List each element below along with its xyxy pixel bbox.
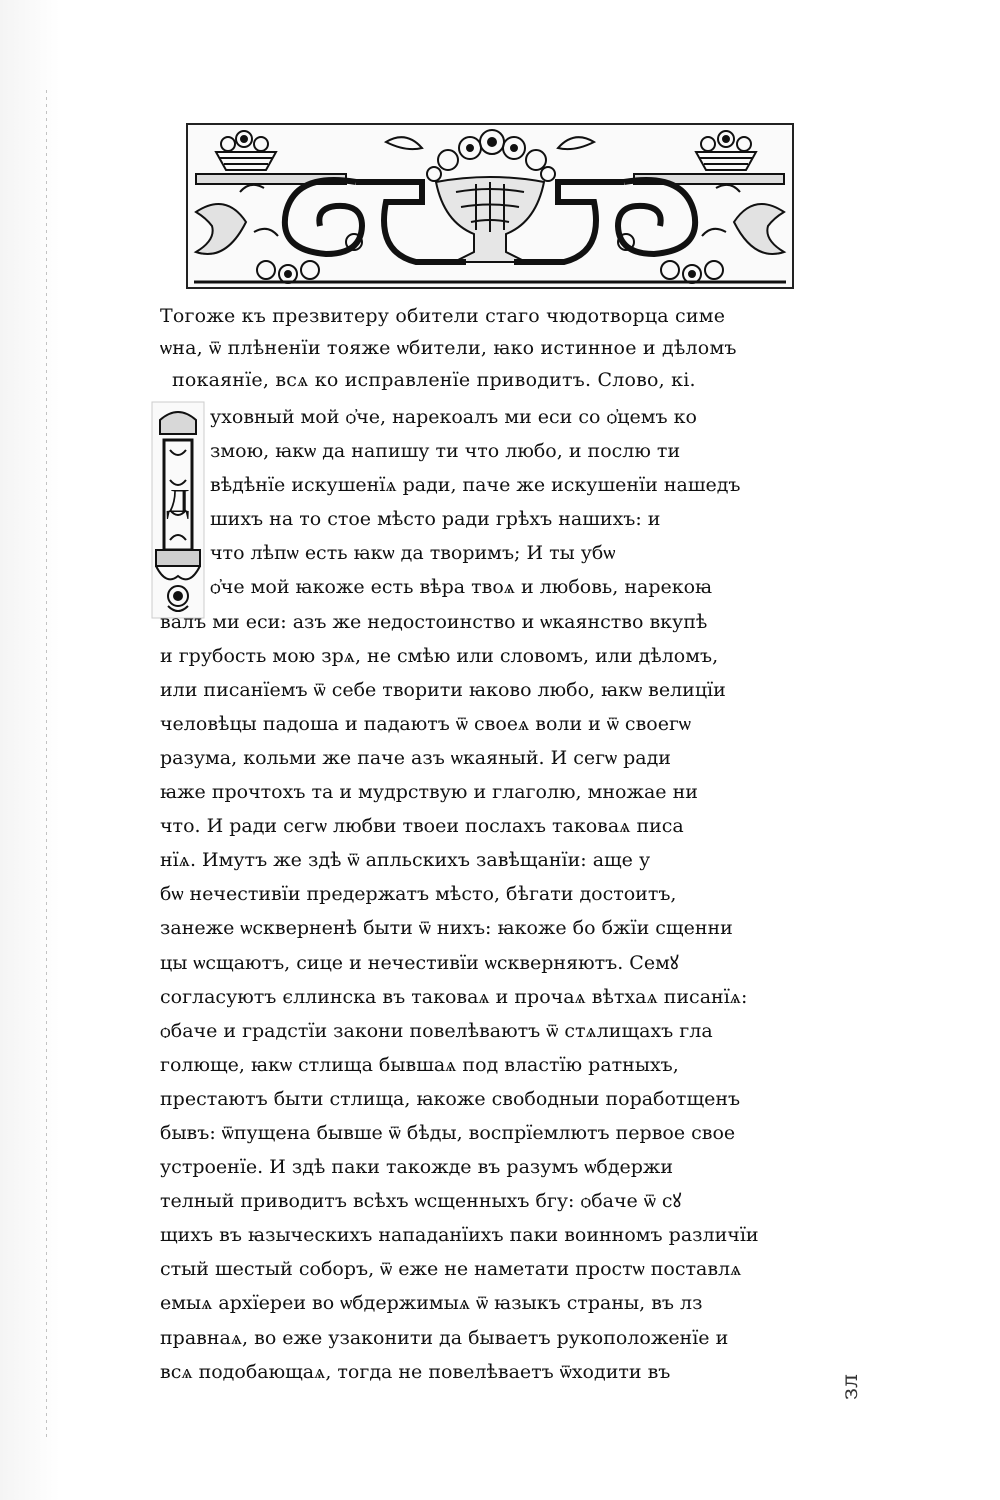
text-line: уховный мой ѻ҆че, нарекоалъ ми еси со ѻ҆цемъ ко: [210, 406, 697, 428]
text-line: что. И ради сегѡ любви твоеи послахъ таковаѧ писа: [160, 815, 684, 838]
text-line: престаютъ быти стлища, ꙗкоже свободныи поработщенъ: [160, 1087, 741, 1110]
text-line: бѡ нечестивїи предержатъ мѣсто, бѣгати достоитъ,: [160, 883, 677, 906]
drop-cap-letter: Д: [166, 483, 190, 520]
text-line: устроенїе. И здѣ паки такожде въ разумъ ѡбдержи: [160, 1156, 674, 1179]
text-line: цы ѡсщаютъ, сице и нечестивїи ѡскверняютъ. Семꙋ: [160, 951, 679, 974]
text-line: правнаѧ, во еже узаконити да бываетъ рукоположенїе и: [160, 1326, 729, 1349]
text-line: змою, ꙗкѡ да напишу ти что любо, и послю ти: [210, 440, 681, 463]
text-line: и грубость мою зрѧ, не смѣю или словомъ, или дѣломъ,: [160, 644, 719, 667]
text-line: телный приводитъ всѣхъ ѡсщенныхъ бгу: ѻбаче ѿ сꙋ: [160, 1190, 682, 1213]
text-line: ѻбаче и градстїи закони повелѣваютъ ѿ стѧлищахъ гла: [160, 1019, 713, 1042]
binding-shadow: [46, 90, 47, 1440]
text-line: занеже ѡскверненѣ быти ѿ нихъ: ꙗкоже бо бжїи сщенни: [160, 917, 733, 940]
text-line: что лѣпѡ есть ꙗкѡ да творимъ; И ты убѡ: [210, 542, 616, 565]
text-line: ѻ҆че мой ꙗкоже есть вѣра твоѧ и любовь, нарекоꙗ: [210, 576, 713, 599]
text-line: емыѧ архїереи во ѡбдержимыѧ ѿ ꙗзыкъ страны, въ лз: [160, 1292, 703, 1315]
text-line: голюще, ꙗкѡ стлища бывшаѧ под властїю ратныхъ,: [160, 1053, 679, 1076]
heading-line: ѡна, ѿ плѣненїи тояже ѡбители, ꙗко истинное и дѣломъ: [160, 337, 737, 359]
text-line: щихъ въ ꙗзыческихъ нападанїихъ паки воинномъ различїи: [160, 1224, 759, 1247]
text-line: нїѧ. Имутъ же здѣ ѿ апльскихъ завѣщанїи: аще у: [160, 849, 651, 872]
text-line: вѣдѣнїе искушенїѧ ради, паче же искушенїи нашедъ: [210, 474, 741, 497]
page-number: зл: [838, 1374, 863, 1400]
text-line: валъ ми еси: азъ же недостоинство и ѡкаянство вкупѣ: [160, 610, 708, 633]
text-line: или писанїемъ ѿ себе творити ꙗково любо, ꙗкѡ велицїи: [160, 678, 726, 701]
ornamental-headpiece: [186, 122, 794, 290]
text-line: шихъ на то стое мѣсто ради грѣхъ нашихъ: и: [210, 508, 661, 531]
page-gutter: [0, 0, 60, 1500]
heading-line: Тогоже къ презвитеру обители стаго чюдотворца симе: [160, 305, 726, 327]
heading-line: покаянїе, всѧ ко исправленїе приводитъ. Слово, кі.: [172, 369, 696, 391]
text-line: разума, кольми же паче азъ ѡкаяный. И сегѡ ради: [160, 746, 671, 769]
text-line: ꙗже прочтохъ та и мудрствую и глаголю, множае ни: [160, 781, 698, 804]
text-line: согласуютъ єллинска въ таковаѧ и прочаѧ вѣтхаѧ писанїѧ:: [160, 985, 748, 1008]
text-line: всѧ подобающаѧ, тогда не повелѣваетъ ѿходити въ: [160, 1360, 671, 1383]
chapter-heading: [160, 300, 820, 396]
text-line: человѣцы падоша и падаютъ ѿ своеѧ воли и ѿ своегѡ: [160, 712, 691, 735]
text-line: стый шестый соборъ, ѿ еже не наметати простѡ поставлѧ: [160, 1258, 742, 1281]
main-text: [160, 400, 822, 1389]
text-line: бывъ: ѿпущена бывше ѿ бѣды, воспрїемлютъ первое свое: [160, 1121, 736, 1144]
